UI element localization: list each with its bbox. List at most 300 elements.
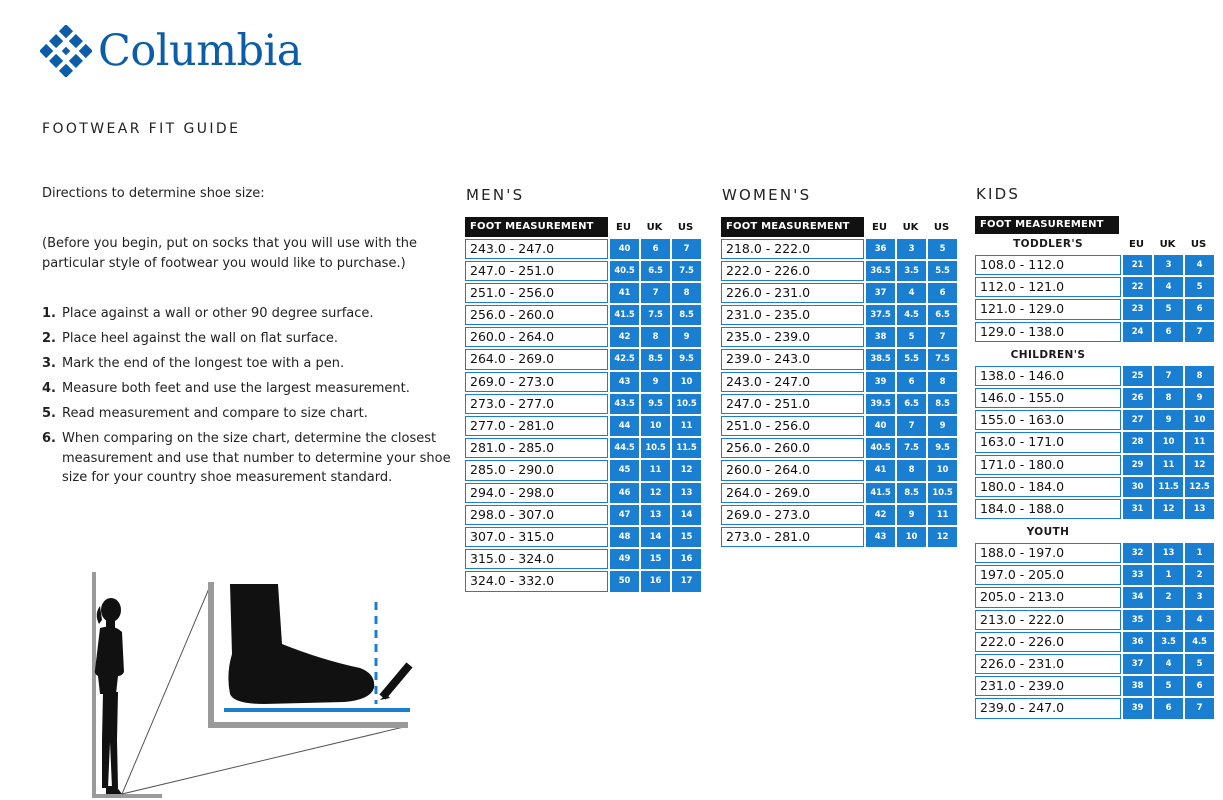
kids-table-header bbox=[975, 216, 1214, 234]
eu-size-cell: 41 bbox=[610, 283, 639, 303]
us-size-cell: 4.5 bbox=[1185, 632, 1214, 652]
size-row bbox=[721, 415, 957, 437]
directions-intro: (Before you begin, put on socks that you will use with the particular style of footwear you would like to purchase.) bbox=[42, 236, 418, 271]
step-number: 1. bbox=[42, 306, 56, 321]
size-row bbox=[975, 697, 1214, 719]
eu-size-cell: 48 bbox=[610, 527, 639, 547]
uk-size-cell: 3 bbox=[897, 239, 926, 259]
uk-column-header: UK bbox=[902, 221, 919, 233]
foot-measurement-cell: 222.0 - 226.0 bbox=[975, 632, 1121, 652]
uk-size-cell: 3 bbox=[1154, 610, 1183, 630]
us-size-cell: 5.5 bbox=[928, 261, 957, 281]
us-column-header: US bbox=[677, 221, 694, 233]
foot-measurement-cell: 264.0 - 269.0 bbox=[465, 349, 608, 369]
foot-measurement-cell: 269.0 - 273.0 bbox=[721, 505, 864, 525]
us-size-cell: 6 bbox=[928, 283, 957, 303]
eu-size-cell: 40 bbox=[866, 416, 895, 436]
uk-size-cell: 10 bbox=[1154, 432, 1183, 452]
uk-size-cell: 8.5 bbox=[897, 483, 926, 503]
eu-size-cell: 22 bbox=[1123, 277, 1152, 297]
eu-size-cell: 36 bbox=[866, 239, 895, 259]
eu-size-cell: 42 bbox=[866, 505, 895, 525]
uk-size-cell: 6 bbox=[897, 372, 926, 392]
step-text: Read measurement and compare to size chart. bbox=[62, 406, 368, 421]
uk-size-cell: 16 bbox=[641, 571, 670, 591]
foot-measurement-cell: 294.0 - 298.0 bbox=[465, 483, 608, 503]
foot-measurement-cell: 307.0 - 315.0 bbox=[465, 527, 608, 547]
womens-title: WOMEN'S bbox=[722, 186, 812, 204]
kids-group-title: YOUTH bbox=[1026, 526, 1070, 539]
eu-size-cell: 38 bbox=[866, 327, 895, 347]
uk-size-cell: 14 bbox=[641, 527, 670, 547]
size-row bbox=[975, 564, 1214, 586]
measurement-illustration bbox=[78, 568, 428, 800]
size-row bbox=[975, 542, 1214, 564]
size-row bbox=[975, 254, 1214, 276]
uk-size-cell: 12 bbox=[641, 483, 670, 503]
measurement-column-header: FOOT MEASUREMENT bbox=[465, 217, 608, 237]
step-text: When comparing on the size chart, determine the closest measurement and use that number to determine your shoe size for your country shoe measurement standard. bbox=[62, 431, 451, 485]
size-row bbox=[721, 282, 957, 304]
uk-size-cell: 10.5 bbox=[641, 438, 670, 458]
foot-measurement-cell: 231.0 - 239.0 bbox=[975, 676, 1121, 696]
size-row bbox=[721, 326, 957, 348]
uk-size-cell: 12 bbox=[1154, 499, 1183, 519]
foot-measurement-cell: 184.0 - 188.0 bbox=[975, 499, 1121, 519]
eu-size-cell: 42 bbox=[610, 327, 639, 347]
us-size-cell: 2 bbox=[1185, 565, 1214, 585]
foot-measurement-cell: 264.0 - 269.0 bbox=[721, 483, 864, 503]
us-size-cell: 9 bbox=[1185, 388, 1214, 408]
measurement-column-header: FOOT MEASUREMENT bbox=[975, 216, 1119, 234]
us-size-cell: 6.5 bbox=[928, 305, 957, 325]
size-row bbox=[721, 459, 957, 481]
us-size-cell: 3 bbox=[1185, 587, 1214, 607]
uk-size-cell: 13 bbox=[1154, 543, 1183, 563]
us-size-cell: 6 bbox=[1185, 299, 1214, 319]
us-size-cell: 14 bbox=[672, 505, 701, 525]
size-row bbox=[465, 304, 701, 326]
eu-size-cell: 25 bbox=[1123, 366, 1152, 386]
us-size-cell: 4 bbox=[1185, 610, 1214, 630]
womens-table-header bbox=[721, 217, 957, 237]
eu-size-cell: 34 bbox=[1123, 587, 1152, 607]
size-row bbox=[465, 326, 701, 348]
eu-size-cell: 26 bbox=[1123, 388, 1152, 408]
uk-size-cell: 2 bbox=[1154, 587, 1183, 607]
step-item bbox=[42, 329, 462, 349]
foot-measurement-cell: 226.0 - 231.0 bbox=[975, 654, 1121, 674]
eu-size-cell: 50 bbox=[610, 571, 639, 591]
foot-measurement-cell: 180.0 - 184.0 bbox=[975, 477, 1121, 497]
us-size-cell: 8 bbox=[1185, 366, 1214, 386]
mens-title: MEN'S bbox=[466, 186, 525, 204]
diamond-logo-icon bbox=[40, 25, 92, 77]
us-size-cell: 8 bbox=[928, 372, 957, 392]
uk-size-cell: 7 bbox=[1154, 366, 1183, 386]
foot-measurement-cell: 171.0 - 180.0 bbox=[975, 455, 1121, 475]
size-row bbox=[721, 304, 957, 326]
foot-measurement-cell: 213.0 - 222.0 bbox=[975, 610, 1121, 630]
us-size-cell: 7.5 bbox=[928, 349, 957, 369]
kids-group-rows bbox=[975, 542, 1214, 720]
eu-size-cell: 49 bbox=[610, 549, 639, 569]
uk-size-cell: 11 bbox=[641, 460, 670, 480]
foot-measurement-cell: 251.0 - 256.0 bbox=[721, 416, 864, 436]
size-row bbox=[721, 437, 957, 459]
uk-size-cell: 5 bbox=[1154, 676, 1183, 696]
foot-measurement-cell: 324.0 - 332.0 bbox=[465, 571, 608, 591]
eu-size-cell: 30 bbox=[1123, 477, 1152, 497]
size-row bbox=[465, 504, 701, 526]
uk-size-cell: 11 bbox=[1154, 455, 1183, 475]
uk-size-cell: 10 bbox=[897, 527, 926, 547]
foot-icon bbox=[228, 584, 374, 704]
us-size-cell: 11 bbox=[672, 416, 701, 436]
foot-measurement-cell: 260.0 - 264.0 bbox=[465, 327, 608, 347]
foot-measurement-cell: 205.0 - 213.0 bbox=[975, 587, 1121, 607]
foot-measurement-cell: 121.0 - 129.0 bbox=[975, 299, 1121, 319]
size-row bbox=[721, 260, 957, 282]
size-row bbox=[975, 409, 1214, 431]
step-number: 6. bbox=[42, 431, 56, 446]
eu-size-cell: 24 bbox=[1123, 322, 1152, 342]
size-row bbox=[465, 415, 701, 437]
size-row bbox=[975, 653, 1214, 675]
foot-measurement-cell: 247.0 - 251.0 bbox=[721, 394, 864, 414]
foot-measurement-cell: 239.0 - 243.0 bbox=[721, 349, 864, 369]
eu-size-cell: 23 bbox=[1123, 299, 1152, 319]
eu-size-cell: 29 bbox=[1123, 455, 1152, 475]
eu-size-cell: 45 bbox=[610, 460, 639, 480]
kids-table bbox=[975, 216, 1214, 722]
us-size-cell: 9.5 bbox=[672, 349, 701, 369]
foot-measurement-cell: 247.0 - 251.0 bbox=[465, 261, 608, 281]
uk-size-cell: 6.5 bbox=[641, 261, 670, 281]
uk-size-cell: 8 bbox=[641, 327, 670, 347]
us-size-cell: 5 bbox=[1185, 277, 1214, 297]
us-column-header: US bbox=[933, 221, 950, 233]
size-row bbox=[975, 586, 1214, 608]
size-row bbox=[721, 238, 957, 260]
us-size-cell: 12.5 bbox=[1185, 477, 1214, 497]
size-row bbox=[975, 675, 1214, 697]
us-size-cell: 15 bbox=[672, 527, 701, 547]
uk-size-cell: 13 bbox=[641, 505, 670, 525]
us-size-cell: 8 bbox=[672, 283, 701, 303]
guide-title: FOOTWEAR FIT GUIDE bbox=[42, 121, 241, 137]
foot-measurement-cell: 197.0 - 205.0 bbox=[975, 565, 1121, 585]
eu-size-cell: 35 bbox=[1123, 610, 1152, 630]
uk-size-cell: 5 bbox=[897, 327, 926, 347]
us-size-cell: 12 bbox=[672, 460, 701, 480]
foot-measurement-cell: 256.0 - 260.0 bbox=[465, 305, 608, 325]
size-row bbox=[465, 526, 701, 548]
foot-measurement-cell: 243.0 - 247.0 bbox=[465, 239, 608, 259]
eu-size-cell: 43 bbox=[610, 372, 639, 392]
size-row bbox=[721, 526, 957, 548]
foot-measurement-cell: 218.0 - 222.0 bbox=[721, 239, 864, 259]
us-size-cell: 7 bbox=[928, 327, 957, 347]
eu-size-cell: 37 bbox=[866, 283, 895, 303]
eu-size-cell: 47 bbox=[610, 505, 639, 525]
uk-size-cell: 5 bbox=[1154, 299, 1183, 319]
measuring-mat-icon bbox=[224, 708, 410, 712]
eu-size-cell: 46 bbox=[610, 483, 639, 503]
uk-size-cell: 3.5 bbox=[897, 261, 926, 281]
uk-size-cell: 1 bbox=[1154, 565, 1183, 585]
size-row bbox=[721, 393, 957, 415]
kids-group-rows bbox=[975, 254, 1214, 343]
step-item bbox=[42, 379, 462, 399]
brand-name: Columbia bbox=[98, 25, 302, 76]
uk-size-cell: 6 bbox=[1154, 322, 1183, 342]
us-size-cell: 12 bbox=[1185, 455, 1214, 475]
size-row bbox=[975, 631, 1214, 653]
foot-measurement-cell: 146.0 - 155.0 bbox=[975, 388, 1121, 408]
step-item bbox=[42, 429, 462, 488]
foot-measurement-cell: 188.0 - 197.0 bbox=[975, 543, 1121, 563]
size-row bbox=[975, 609, 1214, 631]
size-row bbox=[975, 298, 1214, 320]
step-text: Measure both feet and use the largest measurement. bbox=[62, 381, 410, 396]
us-size-cell: 17 bbox=[672, 571, 701, 591]
size-row bbox=[465, 482, 701, 504]
size-row bbox=[465, 570, 701, 592]
uk-size-cell: 4 bbox=[1154, 277, 1183, 297]
eu-size-cell: 43 bbox=[866, 527, 895, 547]
eu-size-cell: 38.5 bbox=[866, 349, 895, 369]
eu-size-cell: 39.5 bbox=[866, 394, 895, 414]
eu-size-cell: 36 bbox=[1123, 632, 1152, 652]
us-size-cell: 10 bbox=[672, 372, 701, 392]
person-silhouette-icon bbox=[95, 598, 124, 794]
eu-size-cell: 27 bbox=[1123, 410, 1152, 430]
size-row bbox=[721, 482, 957, 504]
step-item bbox=[42, 404, 462, 424]
size-row bbox=[721, 348, 957, 370]
us-size-cell: 13 bbox=[1185, 499, 1214, 519]
kids-group-rows bbox=[975, 365, 1214, 520]
eu-size-cell: 42.5 bbox=[610, 349, 639, 369]
size-row bbox=[465, 238, 701, 260]
foot-measurement-cell: 163.0 - 171.0 bbox=[975, 432, 1121, 452]
foot-measurement-cell: 269.0 - 273.0 bbox=[465, 372, 608, 392]
uk-size-cell: 9 bbox=[1154, 410, 1183, 430]
size-row bbox=[465, 348, 701, 370]
foot-measurement-cell: 273.0 - 281.0 bbox=[721, 527, 864, 547]
eu-size-cell: 33 bbox=[1123, 565, 1152, 585]
uk-size-cell: 9 bbox=[641, 372, 670, 392]
foot-measurement-cell: 112.0 - 121.0 bbox=[975, 277, 1121, 297]
uk-size-cell: 9.5 bbox=[641, 394, 670, 414]
foot-measurement-cell: 231.0 - 235.0 bbox=[721, 305, 864, 325]
floor-icon bbox=[92, 794, 162, 798]
foot-measurement-cell: 129.0 - 138.0 bbox=[975, 322, 1121, 342]
uk-column-header: UK bbox=[1159, 238, 1176, 250]
us-size-cell: 1 bbox=[1185, 543, 1214, 563]
uk-size-cell: 8.5 bbox=[641, 349, 670, 369]
foot-measurement-cell: 285.0 - 290.0 bbox=[465, 460, 608, 480]
foot-measurement-cell: 155.0 - 163.0 bbox=[975, 410, 1121, 430]
us-size-cell: 11 bbox=[1185, 432, 1214, 452]
us-size-cell: 7.5 bbox=[672, 261, 701, 281]
foot-measurement-cell: 315.0 - 324.0 bbox=[465, 549, 608, 569]
eu-size-cell: 43.5 bbox=[610, 394, 639, 414]
foot-measurement-cell: 273.0 - 277.0 bbox=[465, 394, 608, 414]
eu-size-cell: 41 bbox=[866, 460, 895, 480]
uk-size-cell: 3 bbox=[1154, 255, 1183, 275]
eu-size-cell: 39 bbox=[1123, 698, 1152, 718]
mens-table-header bbox=[465, 217, 701, 237]
size-row bbox=[465, 548, 701, 570]
eu-size-cell: 44 bbox=[610, 416, 639, 436]
size-row bbox=[975, 321, 1214, 343]
step-item bbox=[42, 304, 462, 324]
eu-column-header: EU bbox=[872, 221, 887, 233]
eu-size-cell: 28 bbox=[1123, 432, 1152, 452]
eu-size-cell: 40.5 bbox=[866, 438, 895, 458]
us-size-cell: 8.5 bbox=[672, 305, 701, 325]
pen-icon bbox=[379, 662, 412, 700]
kids-group-header bbox=[975, 345, 1214, 365]
eu-size-cell: 31 bbox=[1123, 499, 1152, 519]
uk-size-cell: 8 bbox=[897, 460, 926, 480]
directions-heading: Directions to determine shoe size: bbox=[42, 186, 265, 201]
step-text: Place against a wall or other 90 degree surface. bbox=[62, 306, 374, 321]
uk-size-cell: 4 bbox=[897, 283, 926, 303]
uk-size-cell: 6.5 bbox=[897, 394, 926, 414]
us-size-cell: 8.5 bbox=[928, 394, 957, 414]
us-size-cell: 11.5 bbox=[672, 438, 701, 458]
step-text: Mark the end of the longest toe with a pen. bbox=[62, 356, 345, 371]
eu-size-cell: 40.5 bbox=[610, 261, 639, 281]
us-size-cell: 16 bbox=[672, 549, 701, 569]
size-row bbox=[465, 371, 701, 393]
uk-column-header: UK bbox=[646, 221, 663, 233]
eu-size-cell: 41.5 bbox=[610, 305, 639, 325]
uk-size-cell: 15 bbox=[641, 549, 670, 569]
measurement-column-header: FOOT MEASUREMENT bbox=[721, 217, 864, 237]
uk-size-cell: 4 bbox=[1154, 654, 1183, 674]
size-row bbox=[975, 276, 1214, 298]
size-row bbox=[975, 387, 1214, 409]
us-size-cell: 10 bbox=[928, 460, 957, 480]
us-size-cell: 12 bbox=[928, 527, 957, 547]
uk-size-cell: 6 bbox=[1154, 698, 1183, 718]
uk-size-cell: 4.5 bbox=[897, 305, 926, 325]
mens-table bbox=[465, 217, 701, 593]
us-size-cell: 4 bbox=[1185, 255, 1214, 275]
size-row bbox=[721, 504, 957, 526]
foot-measurement-cell: 222.0 - 226.0 bbox=[721, 261, 864, 281]
kids-group-header bbox=[975, 234, 1214, 254]
eu-size-cell: 37.5 bbox=[866, 305, 895, 325]
foot-measurement-cell: 138.0 - 146.0 bbox=[975, 366, 1121, 386]
size-row bbox=[721, 371, 957, 393]
us-size-cell: 5 bbox=[928, 239, 957, 259]
eu-column-header: EU bbox=[616, 221, 631, 233]
foot-measurement-cell: 298.0 - 307.0 bbox=[465, 505, 608, 525]
us-column-header: US bbox=[1190, 238, 1207, 250]
foot-measurement-cell: 256.0 - 260.0 bbox=[721, 438, 864, 458]
us-size-cell: 11 bbox=[928, 505, 957, 525]
size-row bbox=[465, 437, 701, 459]
size-row bbox=[465, 282, 701, 304]
us-size-cell: 7 bbox=[1185, 322, 1214, 342]
uk-size-cell: 10 bbox=[641, 416, 670, 436]
kids-group-title: CHILDREN'S bbox=[1010, 348, 1086, 361]
eu-size-cell: 36.5 bbox=[866, 261, 895, 281]
uk-size-cell: 8 bbox=[1154, 388, 1183, 408]
size-row bbox=[465, 393, 701, 415]
step-number: 4. bbox=[42, 381, 56, 396]
step-number: 2. bbox=[42, 331, 56, 346]
uk-size-cell: 9 bbox=[897, 505, 926, 525]
size-row bbox=[975, 431, 1214, 453]
step-number: 3. bbox=[42, 356, 56, 371]
foot-measurement-cell: 277.0 - 281.0 bbox=[465, 416, 608, 436]
eu-size-cell: 21 bbox=[1123, 255, 1152, 275]
uk-size-cell: 7.5 bbox=[897, 438, 926, 458]
size-row bbox=[975, 365, 1214, 387]
us-size-cell: 9 bbox=[928, 416, 957, 436]
columbia-logo bbox=[40, 24, 302, 78]
foot-measurement-cell: 226.0 - 231.0 bbox=[721, 283, 864, 303]
foot-measurement-cell: 260.0 - 264.0 bbox=[721, 460, 864, 480]
eu-size-cell: 41.5 bbox=[866, 483, 895, 503]
us-size-cell: 9 bbox=[672, 327, 701, 347]
us-size-cell: 7 bbox=[672, 239, 701, 259]
us-size-cell: 7 bbox=[1185, 698, 1214, 718]
us-size-cell: 9.5 bbox=[928, 438, 957, 458]
uk-size-cell: 11.5 bbox=[1154, 477, 1183, 497]
wall-icon bbox=[92, 572, 96, 798]
us-size-cell: 10 bbox=[1185, 410, 1214, 430]
uk-size-cell: 5.5 bbox=[897, 349, 926, 369]
eu-column-header: EU bbox=[1129, 238, 1144, 250]
size-row bbox=[975, 498, 1214, 520]
step-text: Place heel against the wall on flat surface. bbox=[62, 331, 339, 346]
kids-title: KIDS bbox=[976, 185, 1021, 203]
eu-size-cell: 32 bbox=[1123, 543, 1152, 563]
uk-size-cell: 7 bbox=[897, 416, 926, 436]
uk-size-cell: 7 bbox=[641, 283, 670, 303]
foot-measurement-cell: 243.0 - 247.0 bbox=[721, 372, 864, 392]
eu-size-cell: 44.5 bbox=[610, 438, 639, 458]
foot-measurement-cell: 235.0 - 239.0 bbox=[721, 327, 864, 347]
us-size-cell: 6 bbox=[1185, 676, 1214, 696]
uk-size-cell: 7.5 bbox=[641, 305, 670, 325]
us-size-cell: 10.5 bbox=[672, 394, 701, 414]
womens-table bbox=[721, 217, 957, 548]
foot-measurement-cell: 251.0 - 256.0 bbox=[465, 283, 608, 303]
kids-group-header bbox=[975, 522, 1214, 542]
foot-measurement-cell: 281.0 - 285.0 bbox=[465, 438, 608, 458]
us-size-cell: 10.5 bbox=[928, 483, 957, 503]
foot-measurement-cell: 108.0 - 112.0 bbox=[975, 255, 1121, 275]
size-row bbox=[975, 454, 1214, 476]
uk-size-cell: 3.5 bbox=[1154, 632, 1183, 652]
foot-measurement-cell: 239.0 - 247.0 bbox=[975, 698, 1121, 718]
eu-size-cell: 37 bbox=[1123, 654, 1152, 674]
us-size-cell: 5 bbox=[1185, 654, 1214, 674]
eu-size-cell: 40 bbox=[610, 239, 639, 259]
step-number: 5. bbox=[42, 406, 56, 421]
size-row bbox=[465, 459, 701, 481]
directions-steps bbox=[42, 304, 462, 493]
eu-size-cell: 38 bbox=[1123, 676, 1152, 696]
